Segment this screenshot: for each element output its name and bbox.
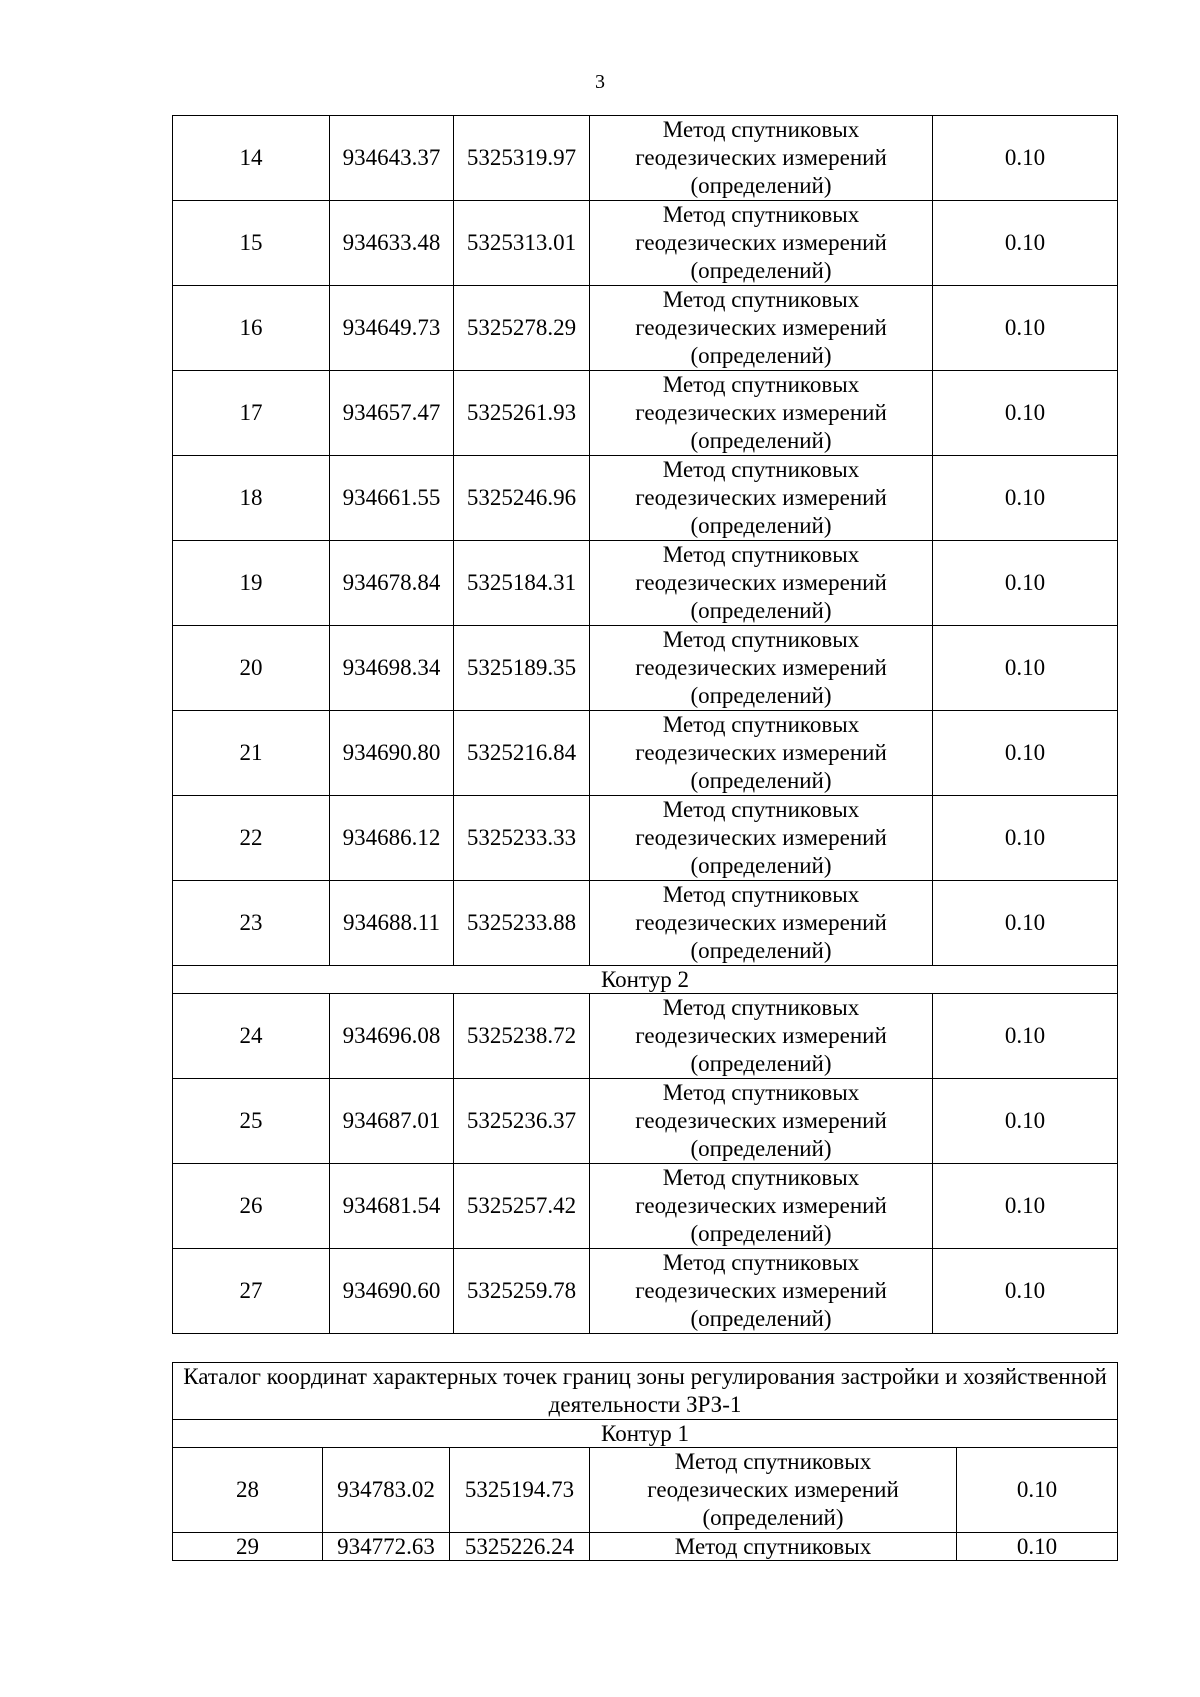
y-coordinate-cell: 5325194.73 xyxy=(450,1448,590,1533)
y-coordinate-cell: 5325226.24 xyxy=(450,1533,590,1561)
method-cell: Метод спутниковых геодезических измерений (определений) xyxy=(590,796,933,881)
method-cell: Метод спутниковых геодезических измерений (определений) xyxy=(590,286,933,371)
y-coordinate-cell: 5325233.88 xyxy=(454,881,590,966)
accuracy-cell: 0.10 xyxy=(933,456,1118,541)
x-coordinate-cell: 934688.11 xyxy=(330,881,454,966)
catalog-title: Каталог координат характерных точек границ зоны регулирования застройки и хозяйственной деятельности ЗРЗ-1 xyxy=(173,1363,1118,1420)
catalog-title-row xyxy=(173,1363,1118,1420)
table-row xyxy=(173,541,1118,626)
accuracy-cell: 0.10 xyxy=(933,541,1118,626)
point-number-cell: 19 xyxy=(173,541,330,626)
x-coordinate-cell: 934678.84 xyxy=(330,541,454,626)
accuracy-cell: 0.10 xyxy=(933,201,1118,286)
accuracy-cell: 0.10 xyxy=(933,1164,1118,1249)
point-number-cell: 18 xyxy=(173,456,330,541)
method-cell: Метод спутниковых геодезических измерений (определений) xyxy=(590,1249,933,1334)
y-coordinate-cell: 5325313.01 xyxy=(454,201,590,286)
accuracy-cell: 0.10 xyxy=(933,626,1118,711)
method-cell: Метод спутниковых геодезических измерений (определений) xyxy=(590,201,933,286)
method-cell: Метод спутниковых геодезических измерений (определений) xyxy=(590,1079,933,1164)
contour-header-row xyxy=(173,1420,1118,1448)
x-coordinate-cell: 934783.02 xyxy=(323,1448,450,1533)
y-coordinate-cell: 5325236.37 xyxy=(454,1079,590,1164)
table-row xyxy=(173,711,1118,796)
accuracy-cell: 0.10 xyxy=(957,1533,1118,1561)
x-coordinate-cell: 934681.54 xyxy=(330,1164,454,1249)
table-row xyxy=(173,796,1118,881)
table-row xyxy=(173,1533,1118,1561)
point-number-cell: 16 xyxy=(173,286,330,371)
y-coordinate-cell: 5325233.33 xyxy=(454,796,590,881)
point-number-cell: 17 xyxy=(173,371,330,456)
method-cell: Метод спутниковых xyxy=(590,1533,957,1561)
method-cell: Метод спутниковых геодезических измерений (определений) xyxy=(590,1448,957,1533)
accuracy-cell: 0.10 xyxy=(933,994,1118,1079)
x-coordinate-cell: 934643.37 xyxy=(330,116,454,201)
accuracy-cell: 0.10 xyxy=(933,796,1118,881)
point-number-cell: 14 xyxy=(173,116,330,201)
x-coordinate-cell: 934661.55 xyxy=(330,456,454,541)
point-number-cell: 20 xyxy=(173,626,330,711)
point-number-cell: 25 xyxy=(173,1079,330,1164)
table-row xyxy=(173,626,1118,711)
table-row xyxy=(173,286,1118,371)
method-cell: Метод спутниковых геодезических измерений (определений) xyxy=(590,371,933,456)
point-number-cell: 26 xyxy=(173,1164,330,1249)
y-coordinate-cell: 5325189.35 xyxy=(454,626,590,711)
method-cell: Метод спутниковых геодезических измерений (определений) xyxy=(590,116,933,201)
method-cell: Метод спутниковых геодезических измерений (определений) xyxy=(590,626,933,711)
table-row xyxy=(173,116,1118,201)
x-coordinate-cell: 934696.08 xyxy=(330,994,454,1079)
method-cell: Метод спутниковых геодезических измерений (определений) xyxy=(590,881,933,966)
point-number-cell: 22 xyxy=(173,796,330,881)
x-coordinate-cell: 934698.34 xyxy=(330,626,454,711)
accuracy-cell: 0.10 xyxy=(933,286,1118,371)
method-cell: Метод спутниковых геодезических измерений (определений) xyxy=(590,711,933,796)
coordinates-table-2-body xyxy=(173,1363,1118,1561)
point-number-cell: 21 xyxy=(173,711,330,796)
method-cell: Метод спутниковых геодезических измерений (определений) xyxy=(590,994,933,1079)
coordinates-table-2 xyxy=(172,1362,1118,1561)
method-cell: Метод спутниковых геодезических измерений (определений) xyxy=(590,1164,933,1249)
table-row xyxy=(173,1448,1118,1533)
table-row xyxy=(173,1249,1118,1334)
table-row xyxy=(173,371,1118,456)
x-coordinate-cell: 934649.73 xyxy=(330,286,454,371)
x-coordinate-cell: 934690.80 xyxy=(330,711,454,796)
y-coordinate-cell: 5325257.42 xyxy=(454,1164,590,1249)
y-coordinate-cell: 5325216.84 xyxy=(454,711,590,796)
x-coordinate-cell: 934687.01 xyxy=(330,1079,454,1164)
contour-header-row xyxy=(173,966,1118,994)
point-number-cell: 23 xyxy=(173,881,330,966)
y-coordinate-cell: 5325184.31 xyxy=(454,541,590,626)
point-number-cell: 15 xyxy=(173,201,330,286)
table-row xyxy=(173,1079,1118,1164)
point-number-cell: 29 xyxy=(173,1533,323,1561)
point-number-cell: 27 xyxy=(173,1249,330,1334)
y-coordinate-cell: 5325259.78 xyxy=(454,1249,590,1334)
accuracy-cell: 0.10 xyxy=(933,1249,1118,1334)
accuracy-cell: 0.10 xyxy=(933,881,1118,966)
page-number: 3 xyxy=(595,71,605,93)
coordinates-table-1-body xyxy=(173,116,1118,1334)
x-coordinate-cell: 934657.47 xyxy=(330,371,454,456)
method-cell: Метод спутниковых геодезических измерений (определений) xyxy=(590,541,933,626)
point-number-cell: 28 xyxy=(173,1448,323,1533)
method-cell: Метод спутниковых геодезических измерений (определений) xyxy=(590,456,933,541)
y-coordinate-cell: 5325278.29 xyxy=(454,286,590,371)
x-coordinate-cell: 934686.12 xyxy=(330,796,454,881)
table-row xyxy=(173,201,1118,286)
accuracy-cell: 0.10 xyxy=(933,371,1118,456)
accuracy-cell: 0.10 xyxy=(933,711,1118,796)
accuracy-cell: 0.10 xyxy=(933,116,1118,201)
y-coordinate-cell: 5325319.97 xyxy=(454,116,590,201)
accuracy-cell: 0.10 xyxy=(933,1079,1118,1164)
y-coordinate-cell: 5325261.93 xyxy=(454,371,590,456)
coordinates-table-1 xyxy=(172,115,1118,1334)
table-row xyxy=(173,1164,1118,1249)
table-row xyxy=(173,456,1118,541)
y-coordinate-cell: 5325238.72 xyxy=(454,994,590,1079)
x-coordinate-cell: 934633.48 xyxy=(330,201,454,286)
contour-label: Контур 2 xyxy=(173,966,1118,994)
x-coordinate-cell: 934772.63 xyxy=(323,1533,450,1561)
x-coordinate-cell: 934690.60 xyxy=(330,1249,454,1334)
accuracy-cell: 0.10 xyxy=(957,1448,1118,1533)
table-row xyxy=(173,994,1118,1079)
contour-label: Контур 1 xyxy=(173,1420,1118,1448)
point-number-cell: 24 xyxy=(173,994,330,1079)
y-coordinate-cell: 5325246.96 xyxy=(454,456,590,541)
table-row xyxy=(173,881,1118,966)
